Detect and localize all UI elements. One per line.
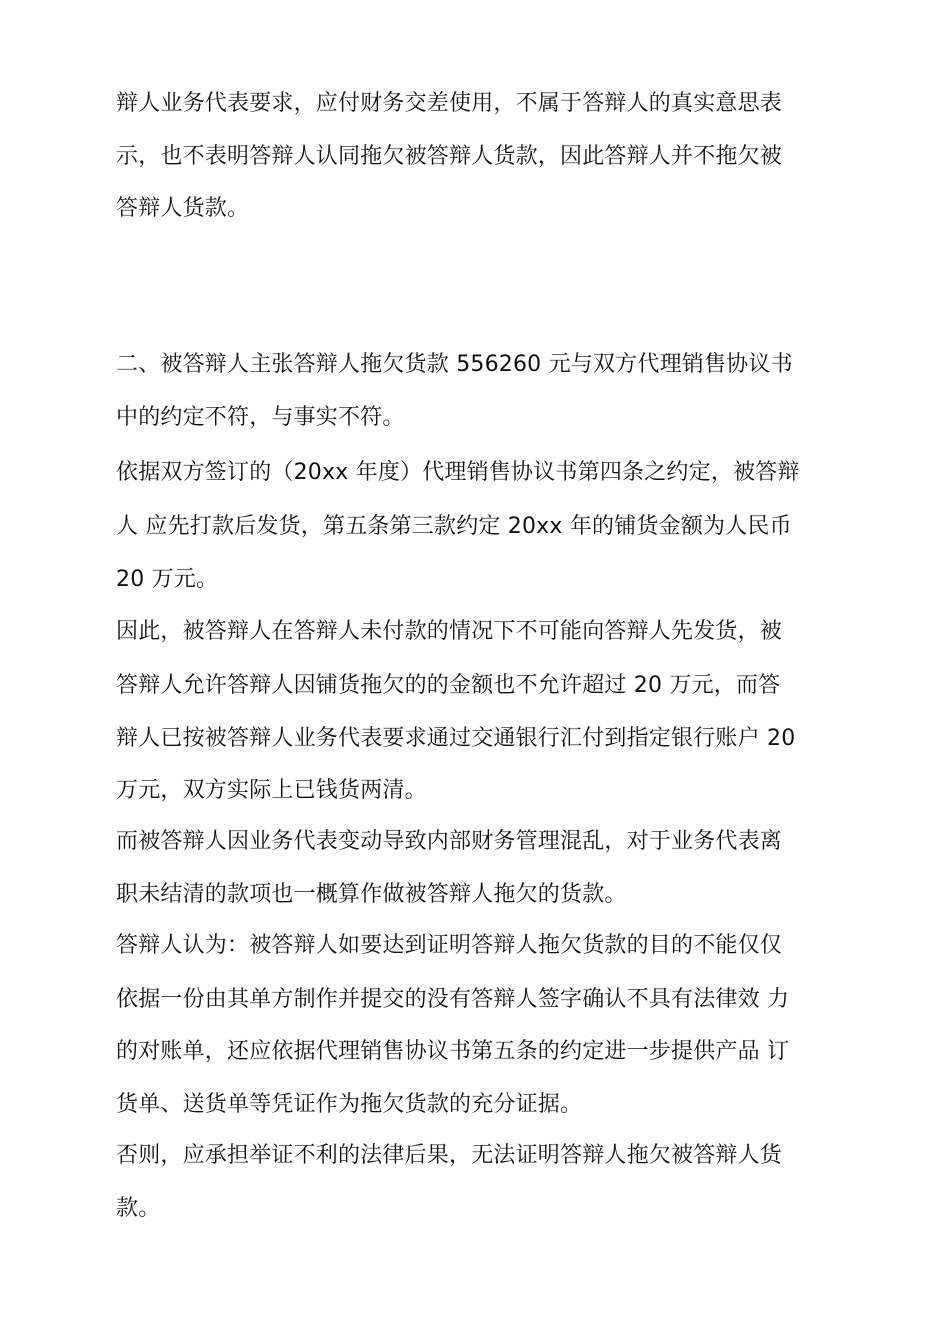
text-line: 的对账单，还应依据代理销售协议书第五条的约定进一步提供产品 订: [116, 1039, 790, 1064]
text-line: 万元，双方实际上已钱货两清。: [116, 778, 427, 803]
text-line: 中的约定不符，与事实不符。: [116, 405, 405, 430]
text-line: 而被答辩人因业务代表变动导致内部财务管理混乱，对于业务代表离: [116, 829, 783, 854]
text-line: 款。: [116, 1196, 161, 1221]
text-line: 示，也不表明答辩人认同拖欠被答辩人货款，因此答辩人并不拖欠被: [116, 144, 783, 169]
text-line: 20 万元。: [116, 567, 219, 592]
text-line: 否则，应承担举证不利的法律后果，无法证明答辩人拖欠被答辩人货: [116, 1143, 783, 1168]
section-heading: 二、被答辩人主张答辩人拖欠货款 556260 元与双方代理销售协议书: [116, 352, 793, 377]
text-line: 答辩人允许答辩人因铺货拖欠的的金额也不允许超过 20 万元，而答: [116, 673, 781, 698]
text-line: 答辩人货款。: [116, 196, 250, 221]
text-line: 依据一份由其单方制作并提交的没有答辩人签字确认不具有法律效 力: [116, 987, 790, 1012]
text-line: 货单、送货单等凭证作为拖欠货款的充分证据。: [116, 1092, 583, 1117]
text-line: 依据双方签订的（20xx 年度）代理销售协议书第四条之约定，被答辩: [116, 460, 800, 485]
text-line: 因此，被答辩人在答辩人未付款的情况下不可能向答辩人先发货，被: [116, 619, 783, 644]
text-line: 辩人已按被答辩人业务代表要求通过交通银行汇付到指定银行账户 20: [116, 726, 796, 751]
text-line: 答辩人认为：被答辩人如要达到证明答辩人拖欠货款的目的不能仅仅: [116, 933, 783, 958]
text-line: 辩人业务代表要求，应付财务交差使用，不属于答辩人的真实意思表: [116, 91, 783, 116]
text-line: 职未结清的款项也一概算作做被答辩人拖欠的货款。: [116, 882, 627, 907]
text-line: 人 应先打款后发货，第五条第三款约定 20xx 年的铺货金额为人民币: [116, 514, 792, 539]
